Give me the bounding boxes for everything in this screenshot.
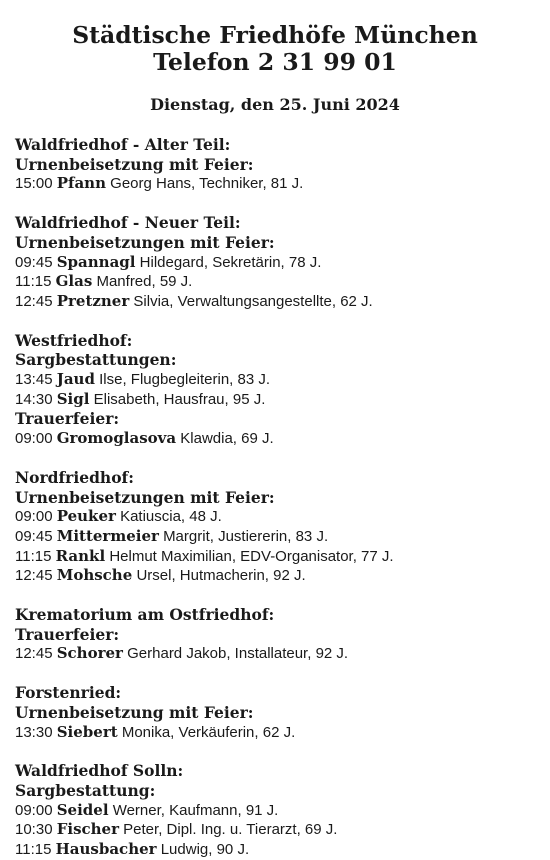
ceremony-type: Trauerfeier: [15,624,120,644]
burial-entry [15,370,535,390]
cemetery-section [15,605,535,664]
entry-time: 09:45 [15,527,53,545]
burial-entry [15,840,535,860]
entry-time: 09:45 [15,253,53,271]
entry-details: Ilse, Flugbegleiterin, 83 J. [99,371,271,389]
burial-entry [15,174,535,194]
burial-entry [15,723,535,743]
entry-details: Silvia, Verwaltungsangestellte, 62 J. [133,292,373,310]
burial-entry [15,527,535,547]
entry-details: Klawdia, 69 J. [180,430,274,448]
entry-time: 09:00 [15,430,53,448]
entry-details: Ludwig, 90 J. [160,841,250,859]
entry-time: 15:00 [15,175,53,193]
entry-details: Katiuscia, 48 J. [120,508,222,526]
cemetery-name: Nordfriedhof: [15,467,134,487]
entry-surname: Hausbacher [55,840,157,859]
ceremony-type: Sargbestattungen: [15,350,177,370]
entry-surname: Sigl [56,389,90,408]
entry-details: Monika, Verkäuferin, 62 J. [121,723,296,741]
entry-surname: Siebert [56,722,118,741]
entry-details: Gerhard Jakob, Installateur, 92 J. [127,645,349,663]
cemetery-name: Westfriedhof: [15,330,133,350]
entry-details: Ursel, Hutmacherin, 92 J. [136,567,306,585]
entry-details: Georg Hans, Techniker, 81 J. [110,175,304,193]
cemetery-name: Waldfriedhof - Alter Teil: [15,135,231,154]
entry-time: 12:45 [15,645,53,663]
burial-entry [15,644,535,664]
entry-time: 11:15 [15,273,52,291]
entry-time: 12:45 [15,567,53,585]
entry-surname: Mittermeier [56,526,159,545]
entry-details: Peter, Dipl. Ing. u. Tierarzt, 69 J. [123,821,338,839]
cemetery-section [15,331,535,449]
entry-details: Hildegard, Sekretärin, 78 J. [139,253,322,271]
notice-title: Städtische Friedhöfe München [72,21,478,49]
entry-details: Werner, Kaufmann, 91 J. [112,801,279,819]
entry-surname: Seidel [56,800,109,819]
burial-entry [15,253,535,273]
entry-time: 11:15 [15,547,52,565]
cemetery-section [15,135,535,194]
cemetery-section [15,213,535,312]
entry-surname: Mohsche [56,566,133,585]
cemetery-sections [15,135,535,860]
burial-entry [15,429,535,449]
ceremony-type: Urnenbeisetzung mit Feier: [15,154,254,174]
ceremony-type: Urnenbeisetzungen mit Feier: [15,487,275,507]
entry-time: 11:15 [15,841,52,859]
burial-entry [15,507,535,527]
notice-date: Dienstag, den 25. Juni 2024 [150,95,400,114]
entry-details: Elisabeth, Hausfrau, 95 J. [93,390,266,408]
notice-header [15,0,535,115]
entry-time: 13:30 [15,723,53,741]
entry-surname: Glas [55,272,93,291]
burial-entry [15,547,535,567]
ceremony-type: Sargbestattung: [15,780,156,800]
entry-surname: Peuker [56,507,116,526]
cemetery-section [15,683,535,742]
entry-time: 13:45 [15,371,53,389]
entry-time: 14:30 [15,390,53,408]
entry-surname: Fischer [56,820,119,839]
phone-number: Telefon 2 31 99 01 [153,48,397,76]
entry-surname: Spannagl [56,252,136,271]
ceremony-type: Urnenbeisetzungen mit Feier: [15,232,275,252]
ceremony-type: Urnenbeisetzung mit Feier: [15,702,254,722]
entry-surname: Gromoglasova [56,429,177,448]
entry-time: 10:30 [15,821,53,839]
burial-entry [15,390,535,410]
entry-time: 09:00 [15,508,53,526]
entry-surname: Rankl [55,546,106,565]
burial-entry [15,820,535,840]
entry-details: Margrit, Justiererin, 83 J. [163,527,329,545]
burial-entry [15,292,535,312]
entry-surname: Jaud [56,370,95,389]
entry-details: Manfred, 59 J. [96,273,193,291]
burial-entry [15,272,535,292]
burial-entry [15,801,535,821]
entry-surname: Pretzner [56,291,130,310]
cemetery-section [15,468,535,586]
entry-surname: Schorer [56,644,123,663]
cemetery-name: Forstenried: [15,683,122,703]
cemetery-name: Krematorium am Ostfriedhof: [15,605,275,625]
entry-time: 09:00 [15,801,53,819]
entry-surname: Pfann [56,174,106,193]
ceremony-type: Trauerfeier: [15,409,120,429]
cemetery-section [15,761,535,860]
entry-time: 12:45 [15,292,53,310]
cemetery-name: Waldfriedhof Solln: [15,761,184,781]
burial-entry [15,566,535,586]
entry-details: Helmut Maximilian, EDV-Organisator, 77 J. [109,547,394,565]
cemetery-name: Waldfriedhof - Neuer Teil: [15,213,241,233]
